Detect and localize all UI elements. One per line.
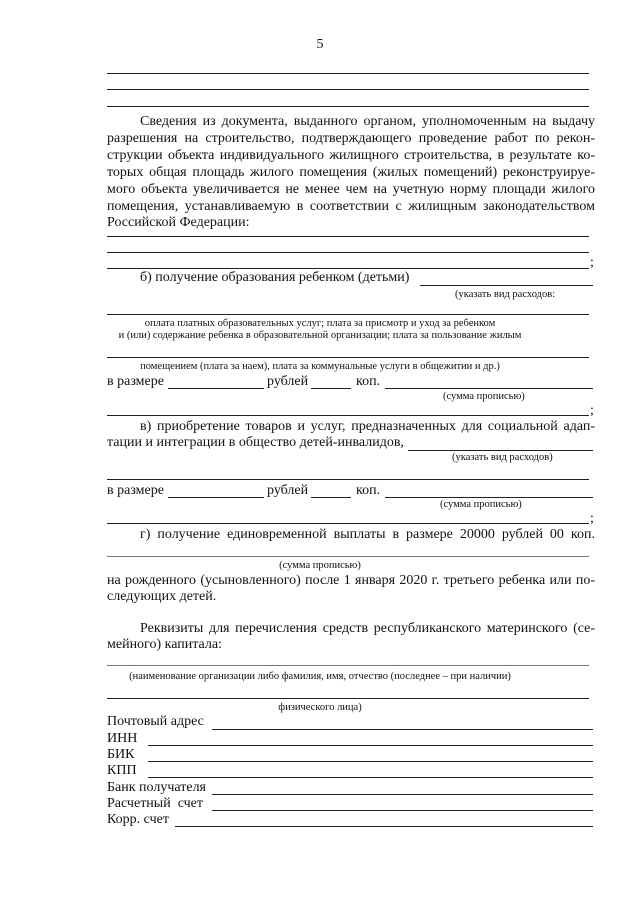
postal-address-label: Почтовый адрес [107,714,204,729]
expense-type-field[interactable] [420,285,593,286]
certificate-text-line: Российской Федерации: [107,215,250,230]
section-v-hint: (указать вид расходов) [452,452,553,463]
amount-words-hint: (сумма прописью) [279,560,361,571]
requisites-heading: Реквизиты для перечисления средств республиканского материнского (се- [140,621,595,636]
settlement-account-label: Расчетный счет [107,796,204,811]
certificate-text-line: разрешения на строительство, подтверждающего проведение работ по рекон- [107,131,595,146]
postal-address-field[interactable] [212,729,593,730]
requisites-heading: мейного) капитала: [107,637,222,652]
correspondent-account-field[interactable] [175,826,593,827]
recipient-name-field[interactable] [107,665,589,666]
certificate-text-line: мого объекта увеличивается не менее чем на учетную норму площади жилого [107,182,595,197]
section-b-note: оплата платных образовательных услуг; плата за присмотр и уход за ребенком [144,318,496,329]
semicolon: ; [590,511,594,526]
amount-words-field[interactable] [107,556,589,557]
recipient-name-hint: физического лица) [278,702,362,713]
section-b-note: и (или) содержание ребенка в образовательной организации; плата за пользование жилым [118,330,522,341]
recipient-bank-field[interactable] [212,794,593,795]
page-number: 5 [316,37,324,52]
kopecks-label: коп. [356,374,381,389]
certificate-text-line: Сведения из документа, выданного органом, уполномоченным на выдачу [140,114,595,129]
blank-line [107,89,589,90]
recipient-name-hint: (наименование организации либо фамилия, имя, отчество (последнее – при наличии) [129,671,511,682]
semicolon: ; [590,403,594,418]
inn-label: ИНН [107,731,138,746]
settlement-account-field[interactable] [212,810,593,811]
blank-line [107,314,589,315]
amount-words-field[interactable] [385,388,593,389]
kopecks-field[interactable] [311,388,351,389]
section-v-title: в) приобретение товаров и услуг, предназначенных для социальной адап- [140,419,595,434]
correspondent-account-label: Корр. счет [107,812,169,827]
amount-label: в размере [107,374,164,389]
blank-line [107,268,589,269]
section-b-hint: (указать вид расходов: [455,289,556,300]
blank-line [107,415,589,416]
kopecks-label: коп. [356,483,381,498]
recipient-bank-label: Банк получателя [107,780,206,795]
rubles-field[interactable] [168,497,264,498]
certificate-text-line: помещения, устанавливаемую в соответствии с жилищным законодательством [107,199,595,214]
rubles-label: рублей [267,483,309,498]
blank-line [107,523,589,524]
amount-words-field[interactable] [385,497,593,498]
section-g-title: г) получение единовременной выплаты в размере 20000 рублей 00 коп. [140,527,595,542]
semicolon: ; [590,255,594,270]
kpp-field[interactable] [148,777,593,778]
section-b-title: б) получение образования ребенком (детьми) [140,270,410,285]
certificate-text-line: струкции объекта индивидуального жилищного строительства, в результате ко- [107,148,595,163]
blank-line [107,357,589,358]
blank-line [107,252,589,253]
amount-words-hint: (сумма прописью) [440,499,522,510]
recipient-name-field[interactable] [107,698,589,699]
amount-label: в размере [107,483,164,498]
bik-field[interactable] [148,761,593,762]
blank-line [107,73,589,74]
blank-line [107,479,589,480]
rubles-field[interactable] [168,388,264,389]
section-b-note: помещением (плата за наем), плата за коммунальные услуги в общежитии и др.) [140,361,500,372]
certificate-text-line: торых общая площадь жилого помещения (жилых помещений) реконструируе- [107,165,595,180]
section-v-title: тации и интеграции в общество детей-инвалидов, [107,435,404,450]
rubles-label: рублей [267,374,309,389]
kopecks-field[interactable] [311,497,351,498]
section-g-text: следующих детей. [107,589,217,604]
section-g-text: на рожденного (усыновленного) после 1 января 2020 г. третьего ребенка или по- [107,573,595,588]
expense-type-field[interactable] [408,450,593,451]
bik-label: БИК [107,747,135,762]
inn-field[interactable] [148,745,593,746]
kpp-label: КПП [107,763,137,778]
blank-line [107,236,589,237]
blank-line [107,106,589,107]
amount-words-hint: (сумма прописью) [443,391,525,402]
